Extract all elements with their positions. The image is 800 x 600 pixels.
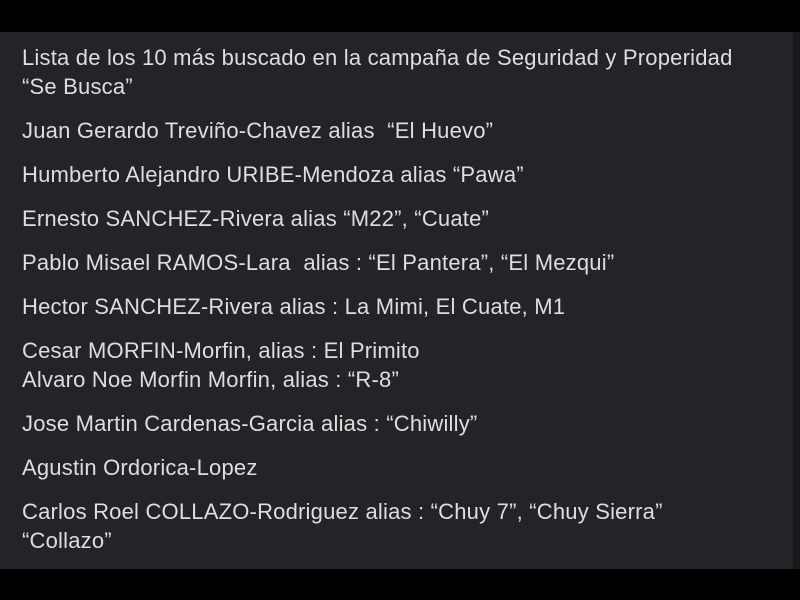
entry-line: Carlos Roel COLLAZO-Rodriguez alias : “Chuy 7”, “Chuy Sierra” <box>22 499 663 524</box>
entry-line: Pablo Misael RAMOS-Lara alias : “El Pantera”, “El Mezqui” <box>22 250 615 275</box>
list-entry <box>22 336 773 394</box>
entry-line: Cesar MORFIN-Morfin, alias : El Primito <box>22 338 420 363</box>
list-entry <box>22 497 773 555</box>
entry-line: Jose Martin Cardenas-Garcia alias : “Chiwilly” <box>22 411 478 436</box>
entry-line: Ernesto SANCHEZ-Rivera alias “M22”, “Cuate” <box>22 206 490 231</box>
list-entry <box>22 248 773 277</box>
post-title-line: “Se Busca” <box>22 74 133 99</box>
post-panel <box>0 32 793 569</box>
list-entry <box>22 409 773 438</box>
post-content <box>0 32 793 555</box>
entry-line: Humberto Alejandro URIBE-Mendoza alias “Pawa” <box>22 162 524 187</box>
entry-line: Juan Gerardo Treviño-Chavez alias “El Huevo” <box>22 118 494 143</box>
entry-line: Alvaro Noe Morfin Morfin, alias : “R-8” <box>22 367 400 392</box>
list-entry <box>22 453 773 482</box>
entry-line: Agustin Ordorica-Lopez <box>22 455 258 480</box>
list-entry <box>22 204 773 233</box>
post-title <box>22 43 773 101</box>
list-entry <box>22 116 773 145</box>
list-entry <box>22 160 773 189</box>
post-title-line: Lista de los 10 más buscado en la campaña de Seguridad y Properidad <box>22 45 733 70</box>
right-edge-shadow <box>793 32 800 569</box>
list-entry <box>22 292 773 321</box>
entry-line: Hector SANCHEZ-Rivera alias : La Mimi, El Cuate, M1 <box>22 294 566 319</box>
entry-line: “Collazo” <box>22 528 112 553</box>
